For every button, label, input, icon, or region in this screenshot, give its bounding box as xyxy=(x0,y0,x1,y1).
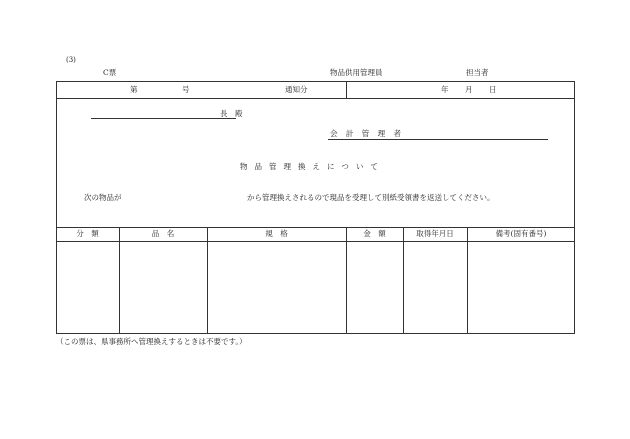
body-text-left: 次の物品が xyxy=(84,193,122,202)
column-header-acquired-date: 取得年月日 xyxy=(416,229,454,238)
addressee-title: 長 殿 xyxy=(220,109,243,118)
year-label: 年 xyxy=(441,85,449,94)
person-in-charge-label: 担当者 xyxy=(466,68,489,77)
subject-title: 物品管理換えについて xyxy=(240,162,385,171)
column-divider xyxy=(207,227,208,334)
column-header-spec: 規 格 xyxy=(265,229,288,238)
column-divider xyxy=(346,227,347,334)
number-prefix: 第 xyxy=(130,85,138,94)
column-header-amount: 金 額 xyxy=(363,229,386,238)
addressee-underline xyxy=(91,118,236,119)
table-top-line xyxy=(56,227,575,228)
form-number: (3) xyxy=(66,56,76,64)
body-text-right: から管理換えされるので現品を受理して別紙受領書を返送してください。 xyxy=(247,193,495,202)
column-header-category: 分 類 xyxy=(76,229,99,238)
column-divider xyxy=(403,227,404,334)
header-row-line xyxy=(56,98,575,99)
month-label: 月 xyxy=(465,85,473,94)
notice-label: 通知分 xyxy=(285,85,308,94)
accountant-label: 会 計 管 理 者 xyxy=(330,129,405,138)
day-label: 日 xyxy=(489,85,497,94)
column-divider xyxy=(467,227,468,334)
column-header-item-name: 品 名 xyxy=(151,229,175,238)
column-divider xyxy=(119,227,120,334)
manager-label: 物品供用管理員 xyxy=(330,68,383,77)
number-suffix: 号 xyxy=(182,85,190,94)
column-header-remarks: 備考(固有番号) xyxy=(495,229,547,238)
header-divider xyxy=(346,82,347,98)
slip-type-label: C票 xyxy=(103,68,117,77)
footnote: （この票は、県事務所へ管理換えするときは不要です。） xyxy=(56,337,247,346)
table-header-line xyxy=(56,241,575,242)
accountant-underline xyxy=(328,139,548,140)
